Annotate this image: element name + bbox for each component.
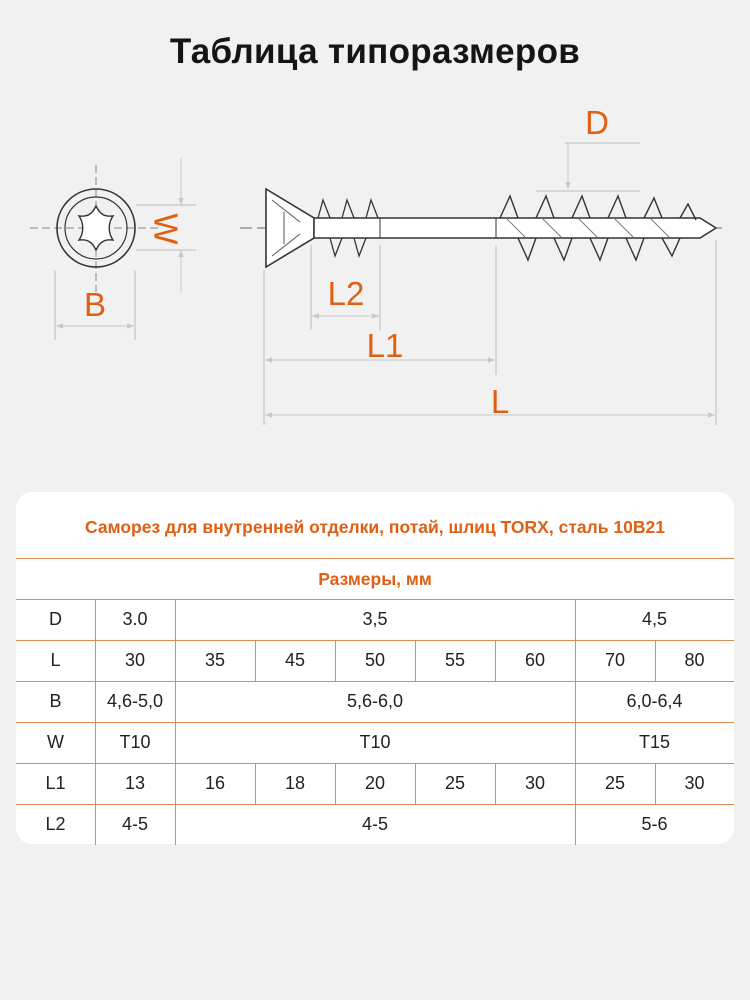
table-cell: 6,0-6,4: [626, 691, 683, 711]
label-l: L: [490, 383, 510, 420]
row-label: B: [49, 691, 62, 711]
table-cell: T15: [638, 732, 671, 752]
table-cell: 30: [524, 773, 546, 793]
l-dimension: [265, 240, 716, 425]
d-dimension: [536, 104, 640, 191]
label-d: D: [585, 104, 609, 141]
b-dimension: [55, 270, 135, 340]
screw-head-top-view: [30, 165, 160, 292]
table-cell: 5,6-6,0: [346, 691, 404, 711]
w-dimension: [136, 158, 196, 292]
label-l1: L1: [366, 327, 404, 364]
table-cell: 30: [124, 650, 146, 670]
row-label: L: [50, 650, 61, 670]
table-row-divider: [16, 558, 734, 559]
label-l2: L2: [327, 275, 365, 312]
table-cell: 50: [364, 650, 386, 670]
row-label: L1: [45, 773, 66, 793]
screw-diagram: [0, 95, 750, 435]
table-cell: 4-5: [361, 814, 388, 834]
page-title: Таблица типоразмеров: [169, 32, 581, 71]
table-cell: 30: [684, 773, 705, 793]
row-label: D: [49, 609, 62, 629]
table-cell: 3.0: [122, 609, 148, 629]
table-cell: 5-6: [641, 814, 668, 834]
table-cell: 4,6-5,0: [106, 691, 164, 711]
table-cell: T10: [359, 732, 391, 752]
table-cell: 13: [124, 773, 146, 793]
table-cell: 60: [524, 650, 546, 670]
table-cell: 18: [284, 773, 306, 793]
table-cell: 3,5: [362, 609, 388, 629]
screw-side-view: [240, 189, 722, 267]
row-label: W: [47, 732, 64, 752]
table-cell: 35: [204, 650, 226, 670]
label-b: B: [83, 286, 107, 323]
table-cell: 25: [604, 773, 626, 793]
table-cell: 4-5: [121, 814, 148, 834]
table-cell: 80: [684, 650, 705, 670]
table-cell: 25: [444, 773, 466, 793]
label-w: W: [147, 213, 185, 245]
table-subtitle: Размеры, мм: [318, 569, 432, 589]
table-cell: 45: [284, 650, 306, 670]
l2-dimension: [311, 245, 380, 330]
table-cell: 55: [444, 650, 466, 670]
table-cell: 16: [204, 773, 226, 793]
torx-icon: [79, 206, 113, 250]
table-cell: 70: [604, 650, 626, 670]
row-label: L2: [45, 814, 66, 834]
table-cell: 4,5: [641, 609, 668, 629]
table-cell: 20: [364, 773, 386, 793]
table-cell: T10: [119, 732, 151, 752]
table-title: Саморез для внутренней отделки, потай, шлиц TORX, сталь 10B21: [85, 517, 665, 537]
